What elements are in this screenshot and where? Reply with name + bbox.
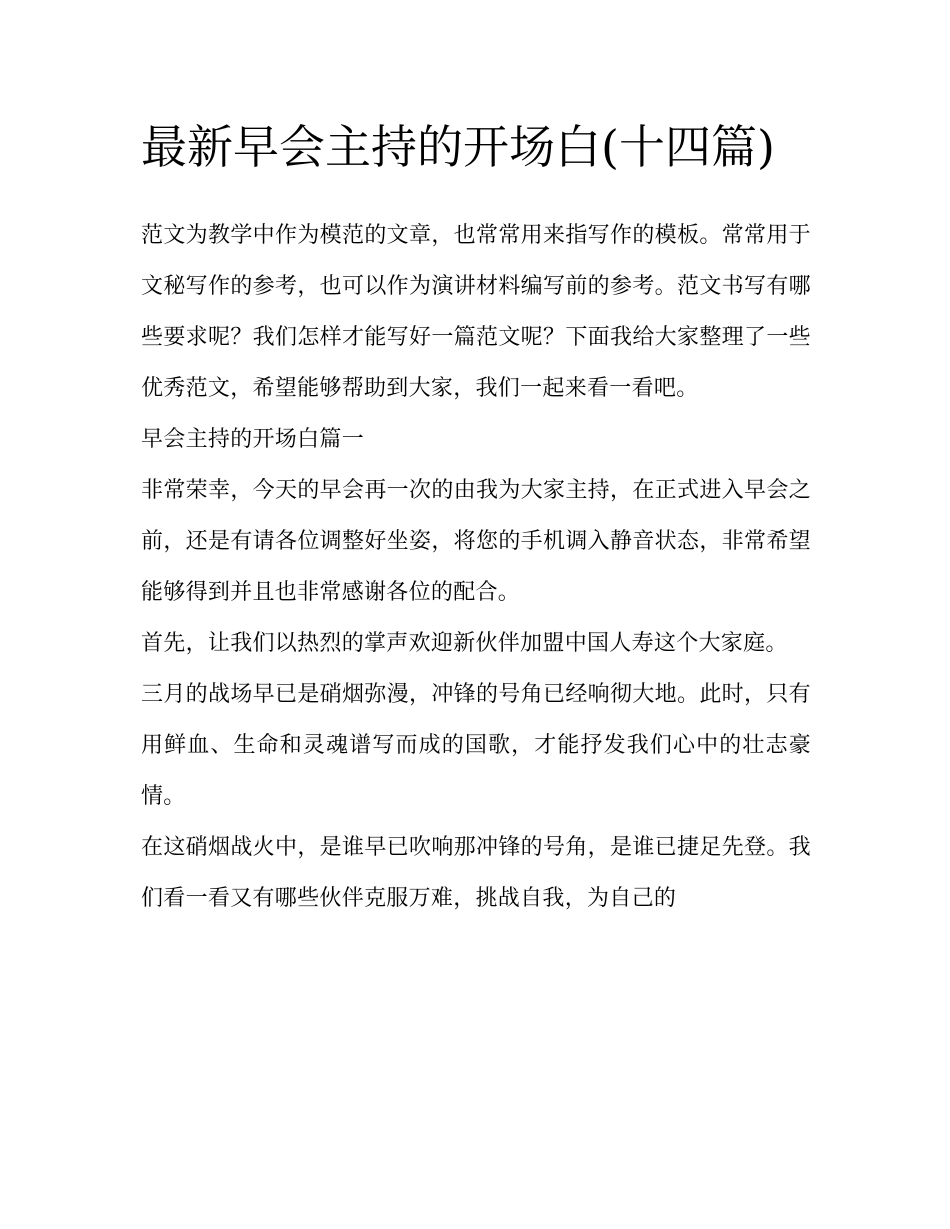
- body-paragraph: 三月的战场早已是硝烟弥漫，冲锋的号角已经响彻大地。此时，只有用鲜血、生命和灵魂谱写而成的国歌，才能抒发我们心中的壮志豪情。: [141, 682, 811, 809]
- body-paragraph: 首先，让我们以热烈的掌声欢迎新伙伴加盟中国人寿这个大家庭。: [141, 631, 788, 656]
- section-heading: 早会主持的开场白篇一: [141, 427, 365, 452]
- body-paragraph: 在这硝烟战火中，是谁早已吹响那冲锋的号角，是谁已捷足先登。我们看一看又有哪些伙伴克服万难，挑战自我，为自己的: [141, 835, 811, 911]
- intro-paragraph: 范文为教学中作为模范的文章，也常常用来指写作的模板。常常用于文秘写作的参考，也可以作为演讲材料编写前的参考。范文书写有哪些要求呢？我们怎样才能写好一篇范文呢？下面我给大家整理了一些优秀范文，希望能够帮助到大家，我们一起来看一看吧。: [141, 223, 811, 401]
- document-body: [141, 112, 811, 924]
- body-paragraph: 非常荣幸，今天的早会再一次的由我为大家主持，在正式进入早会之前，还是有请各位调整好坐姿，将您的手机调入静音状态，非常希望能够得到并且也非常感谢各位的配合。: [141, 478, 811, 605]
- document-title: 最新早会主持的开场白(十四篇): [141, 120, 775, 174]
